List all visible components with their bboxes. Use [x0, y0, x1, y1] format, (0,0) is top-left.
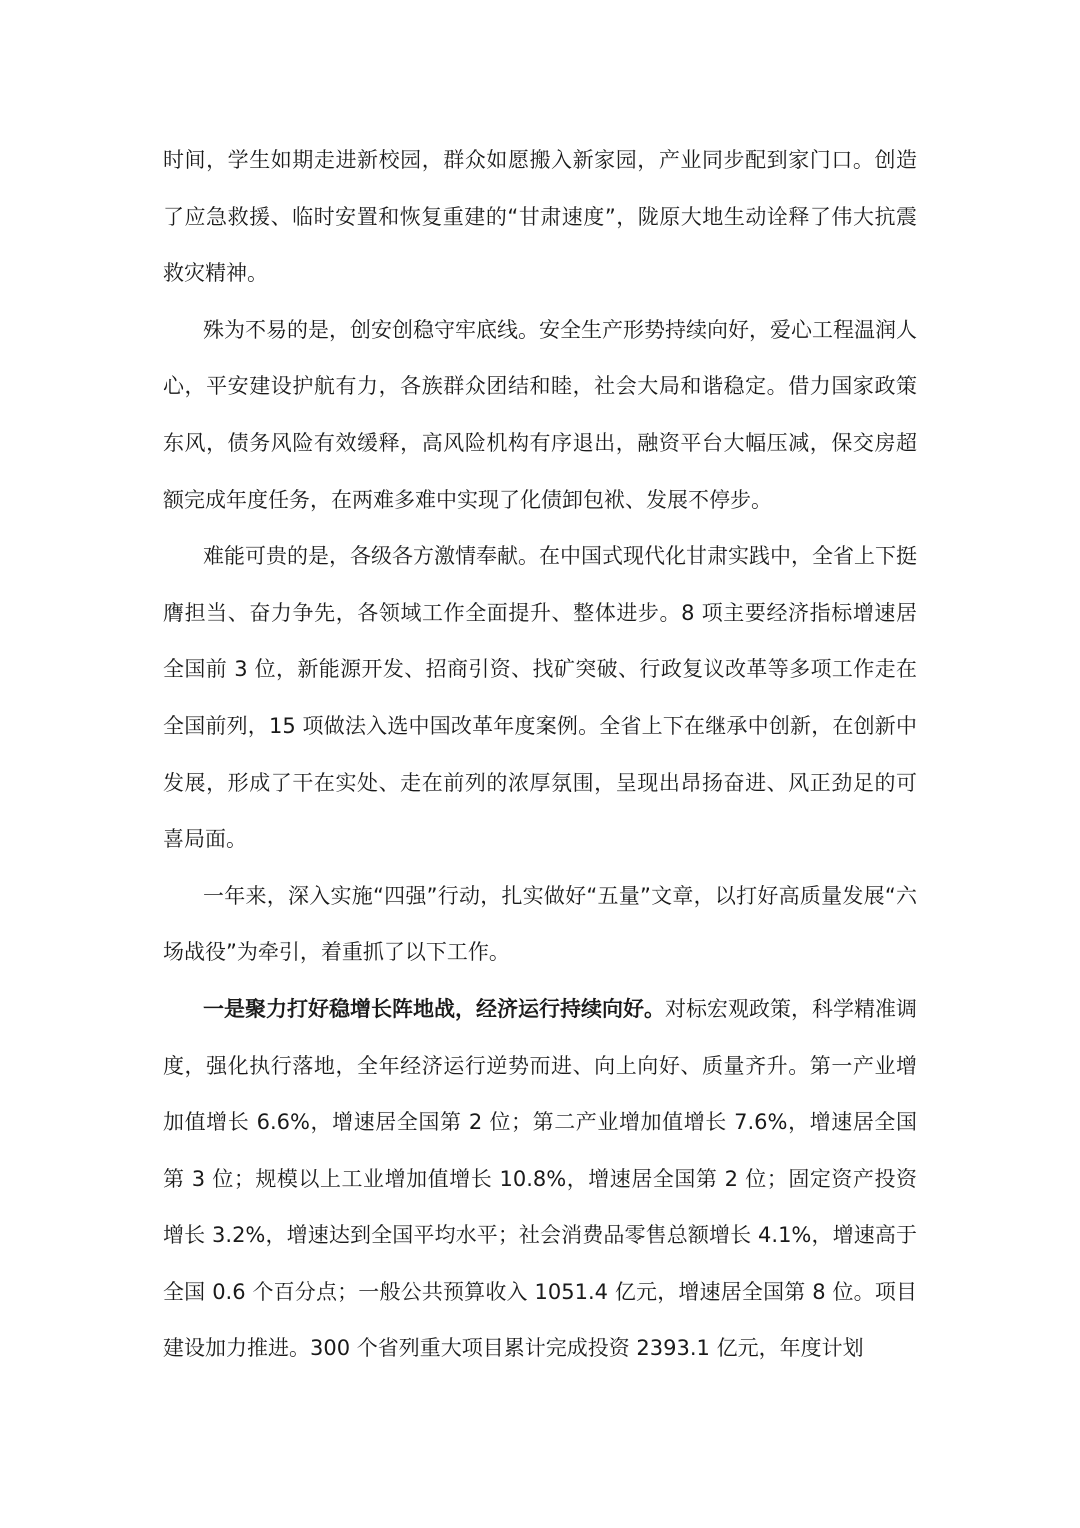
- paragraph-3-text: 难能可贵的是，各级各方激情奉献。在中国式现代化甘肃实践中，全省上下挺膺担当、奋力争先，各领域工作全面提升、整体进步。8 项主要经济指标增速居全国前 3 位，新能源开发、招商引资、找矿突破、行政复议改革等多项工作走在全国前列，15 项做法入选中国改革年度案例。全省上下在继承中创新，在创新中发展，形成了干在实处、走在前列的浓厚氛围，呈现出昂扬奋进、风正劲足的可喜局面。: [163, 544, 917, 852]
- paragraph-1-text: 时间，学生如期走进新校园，群众如愿搬入新家园，产业同步配到家门口。创造了应急救援、临时安置和恢复重建的“甘肃速度”，陇原大地生动诠释了伟大抗震救灾精神。: [163, 148, 917, 286]
- document-body: [163, 132, 917, 1377]
- paragraph-4: [163, 868, 917, 981]
- paragraph-2: [163, 302, 917, 528]
- paragraph-5-text: 对标宏观政策，科学精准调度，强化执行落地，全年经济运行逆势而进、向上向好、质量齐升。第一产业增加值增长 6.6%，增速居全国第 2 位；第二产业增加值增长 7.6%，增速居全国第 3 位；规模以上工业增加值增长 10.8%，增速居全国第 2 位；固定资产投资增长 3.2%，增速达到全国平均水平；社会消费品零售总额增长 4.1%，增速高于全国 0.6 个百分点；一般公共预算收入 1051.4 亿元，增速居全国第 8 位。项目建设加力推进。300 个省列重大项目累计完成投资 2393.1 亿元，年度计划: [163, 996, 917, 1361]
- paragraph-3: [163, 528, 917, 868]
- paragraph-1: [163, 132, 917, 302]
- paragraph-2-text: 殊为不易的是，创安创稳守牢底线。安全生产形势持续向好，爱心工程温润人心，平安建设护航有力，各族群众团结和睦，社会大局和谐稳定。借力国家政策东风，债务风险有效缓释，高风险机构有序退出，融资平台大幅压减，保交房超额完成年度任务，在两难多难中实现了化债卸包袱、发展不停步。: [163, 317, 917, 512]
- paragraph-4-text: 一年来，深入实施“四强”行动，扎实做好“五量”文章，以打好高质量发展“六场战役”为牵引，着重抓了以下工作。: [163, 883, 917, 965]
- paragraph-5: [163, 981, 917, 1377]
- paragraph-5-lead-heading: 一是聚力打好稳增长阵地战，经济运行持续向好。: [203, 996, 665, 1021]
